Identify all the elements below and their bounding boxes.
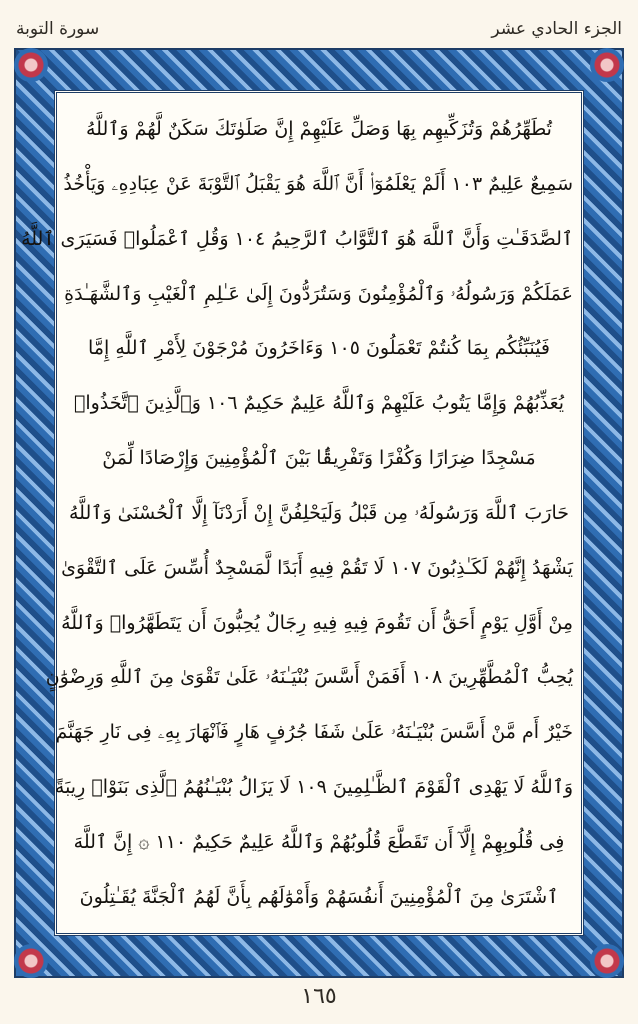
text-line: فِى قُلُوبِهِمْ إِلَّآ أَن تَقَطَّعَ قُلُوبُهُمْ وَٱللَّهُ عَلِيمٌ حَكِيمٌ ١١٠ ۞ إِنَّ ٱللَّهَ <box>73 830 565 853</box>
text-line: مَسْجِدًا ضِرَارًا وَكُفْرًا وَتَفْرِيقًۢا بَيْنَ ٱلْمُؤْمِنِينَ وَإِرْصَادًا لِّمَنْ <box>102 447 536 470</box>
corner-flower-icon <box>14 944 48 978</box>
verse-block <box>21 103 573 923</box>
juz-name: الجزء الحادي عشر <box>491 19 622 39</box>
page-number: ١٦٥ <box>301 984 337 1009</box>
corner-flower-icon <box>14 48 48 82</box>
text-line: تُطَهِّرُهُمْ وَتُزَكِّيهِم بِهَا وَصَلِّ عَلَيْهِمْ إِنَّ صَلَوٰتَكَ سَكَنٌ لَّهُمْ وَٱللَّهُ <box>86 118 552 140</box>
text-line: ٱلصَّدَقَـٰتِ وَأَنَّ ٱللَّهَ هُوَ ٱلتَّوَّابُ ٱلرَّحِيمُ ١٠٤ وَقُلِ ٱعْمَلُوا۟ فَسَيَرَى ٱللَّهُ <box>21 227 573 250</box>
text-line: فَيُنَبِّئُكُم بِمَا كُنتُمْ تَعْمَلُونَ ١٠٥ وَءَاخَرُونَ مُرْجَوْنَ لِأَمْرِ ٱللَّهِ إِمَّا <box>88 337 550 360</box>
text-line: يُحِبُّ ٱلْمُطَّهِّرِينَ ١٠٨ أَفَمَنْ أَسَّسَ بُنْيَـٰنَهُۥ عَلَىٰ تَقْوَىٰ مِنَ ٱللَّهِ وَرِضْوَٰنٍ <box>45 666 573 689</box>
text-panel <box>21 90 584 936</box>
text-line: عَمَلَكُمْ وَرَسُولُهُۥ وَٱلْمُؤْمِنُونَ وَسَتُرَدُّونَ إِلَىٰ عَـٰلِمِ ٱلْغَيْبِ وَٱلشَّهَـٰدَةِ <box>64 282 573 305</box>
text-line: ٱشْتَرَىٰ مِنَ ٱلْمُؤْمِنِينَ أَنفُسَهُمْ وَأَمْوَٰلَهُم بِأَنَّ لَهُمُ ٱلْجَنَّةَ يُقَـٰتِلُونَ <box>79 885 559 908</box>
text-line: خَيْرٌ أَم مَّنْ أَسَّسَ بُنْيَـٰنَهُۥ عَلَىٰ شَفَا جُرُفٍ هَارٍ فَٱنْهَارَ بِهِۦ فِى نَارِ جَهَنَّمَ <box>55 721 573 744</box>
corner-flower-icon <box>590 944 624 978</box>
text-line: يَشْهَدُ إِنَّهُمْ لَكَـٰذِبُونَ ١٠٧ لَا تَقُمْ فِيهِ أَبَدًا لَّمَسْجِدٌ أُسِّسَ عَلَى ٱلتَّقْوَىٰ <box>61 556 573 579</box>
text-line: سَمِيعٌ عَلِيمٌ ١٠٣ أَلَمْ يَعْلَمُوٓا۟ أَنَّ ٱللَّهَ هُوَ يَقْبَلُ ٱلتَّوْبَةَ عَنْ عِبَادِهِۦ وَيَأْخُذُ <box>63 172 573 195</box>
surah-name: سورة التوبة <box>16 19 100 39</box>
text-line: يُعَذِّبُهُمْ وَإِمَّا يَتُوبُ عَلَيْهِمْ وَٱللَّهُ عَلِيمٌ حَكِيمٌ ١٠٦ وَٱلَّذِينَ ٱتَّخَذُوا۟ <box>73 392 565 415</box>
corner-flower-icon <box>590 48 624 82</box>
page-header <box>16 14 622 44</box>
text-line: مِنْ أَوَّلِ يَوْمٍ أَحَقُّ أَن تَقُومَ فِيهِ فِيهِ رِجَالٌ يُحِبُّونَ أَن يَتَطَهَّرُوا۟ وَٱللَّهُ <box>61 611 573 634</box>
text-line: حَارَبَ ٱللَّهَ وَرَسُولَهُۥ مِن قَبْلُ وَلَيَحْلِفُنَّ إِنْ أَرَدْنَآ إِلَّا ٱلْحُسْنَىٰ وَٱللَّهُ <box>69 501 569 524</box>
text-line: وَٱللَّهُ لَا يَهْدِى ٱلْقَوْمَ ٱلظَّـٰلِمِينَ ١٠٩ لَا يَزَالُ بُنْيَـٰنُهُمُ ٱلَّذِى بَنَوْا۟ رِيبَةً <box>54 776 573 799</box>
